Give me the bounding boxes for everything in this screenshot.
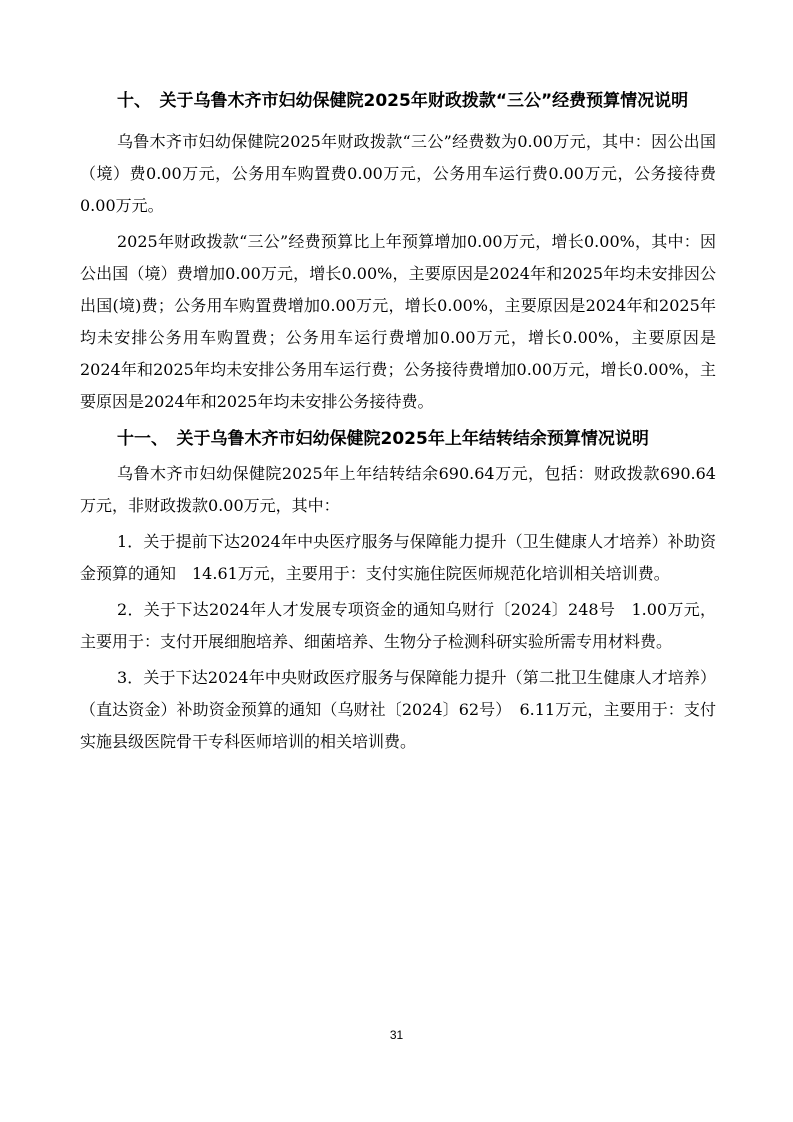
page-number: 31 [389, 1028, 404, 1042]
section-10-heading: 十、 关于乌鲁木齐市妇幼保健院2025年财政拨款“三公”经费预算情况说明 [117, 91, 689, 111]
section-10-paragraph-1: 乌鲁木齐市妇幼保健院2025年财政拨款“三公”经费数为0.00万元，其中：因公出国（境）费0.00万元，公务用车购置费0.00万元，公务用车运行费0.00万元，公务接待费0.00万元。 [80, 132, 716, 215]
section-11-item-2: 2．关于下达2024年人才发展专项资金的通知乌财行〔2024〕248号 1.00万元，主要用于：支付开展细胞培养、细菌培养、生物分子检测科研实验所需专用材料费。 [80, 600, 716, 651]
section-11-heading: 十一、 关于乌鲁木齐市妇幼保健院2025年上年结转结余预算情况说明 [117, 429, 649, 449]
section-10-paragraph-2: 2025年财政拨款“三公”经费预算比上年预算增加0.00万元，增长0.00%，其中：因公出国（境）费增加0.00万元，增长0.00%，主要原因是2024年和2025年均未安排因公出国(境)费；公务用车购置费增加0.00万元，增长0.00%，主要原因是2024年和2025年均未安排公务用车购置费；公务用车运行费增加0.00万元，增长0.00%，主要原因是2024年和2025年均未安排公务用车运行费；公务接待费增加0.00万元，增长0.00%，主要原因是2024年和2025年均未安排公务接待费。 [80, 232, 716, 411]
section-11-item-3: 3．关于下达2024年中央财政医疗服务与保障能力提升（第二批卫生健康人才培养）（直达资金）补助资金预算的通知（乌财社〔2024〕62号） 6.11万元，主要用于：支付实施县级医院骨干专科医师培训的相关培训费。 [80, 668, 716, 751]
section-11-paragraph-1: 乌鲁木齐市妇幼保健院2025年上年结转结余690.64万元，包括：财政拨款690.64万元，非财政拨款0.00万元，其中： [80, 464, 716, 515]
page-content [80, 84, 716, 762]
section-11-item-1: 1．关于提前下达2024年中央医疗服务与保障能力提升（卫生健康人才培养）补助资金预算的通知 14.61万元，主要用于：支付实施住院医师规范化培训相关培训费。 [80, 532, 716, 583]
